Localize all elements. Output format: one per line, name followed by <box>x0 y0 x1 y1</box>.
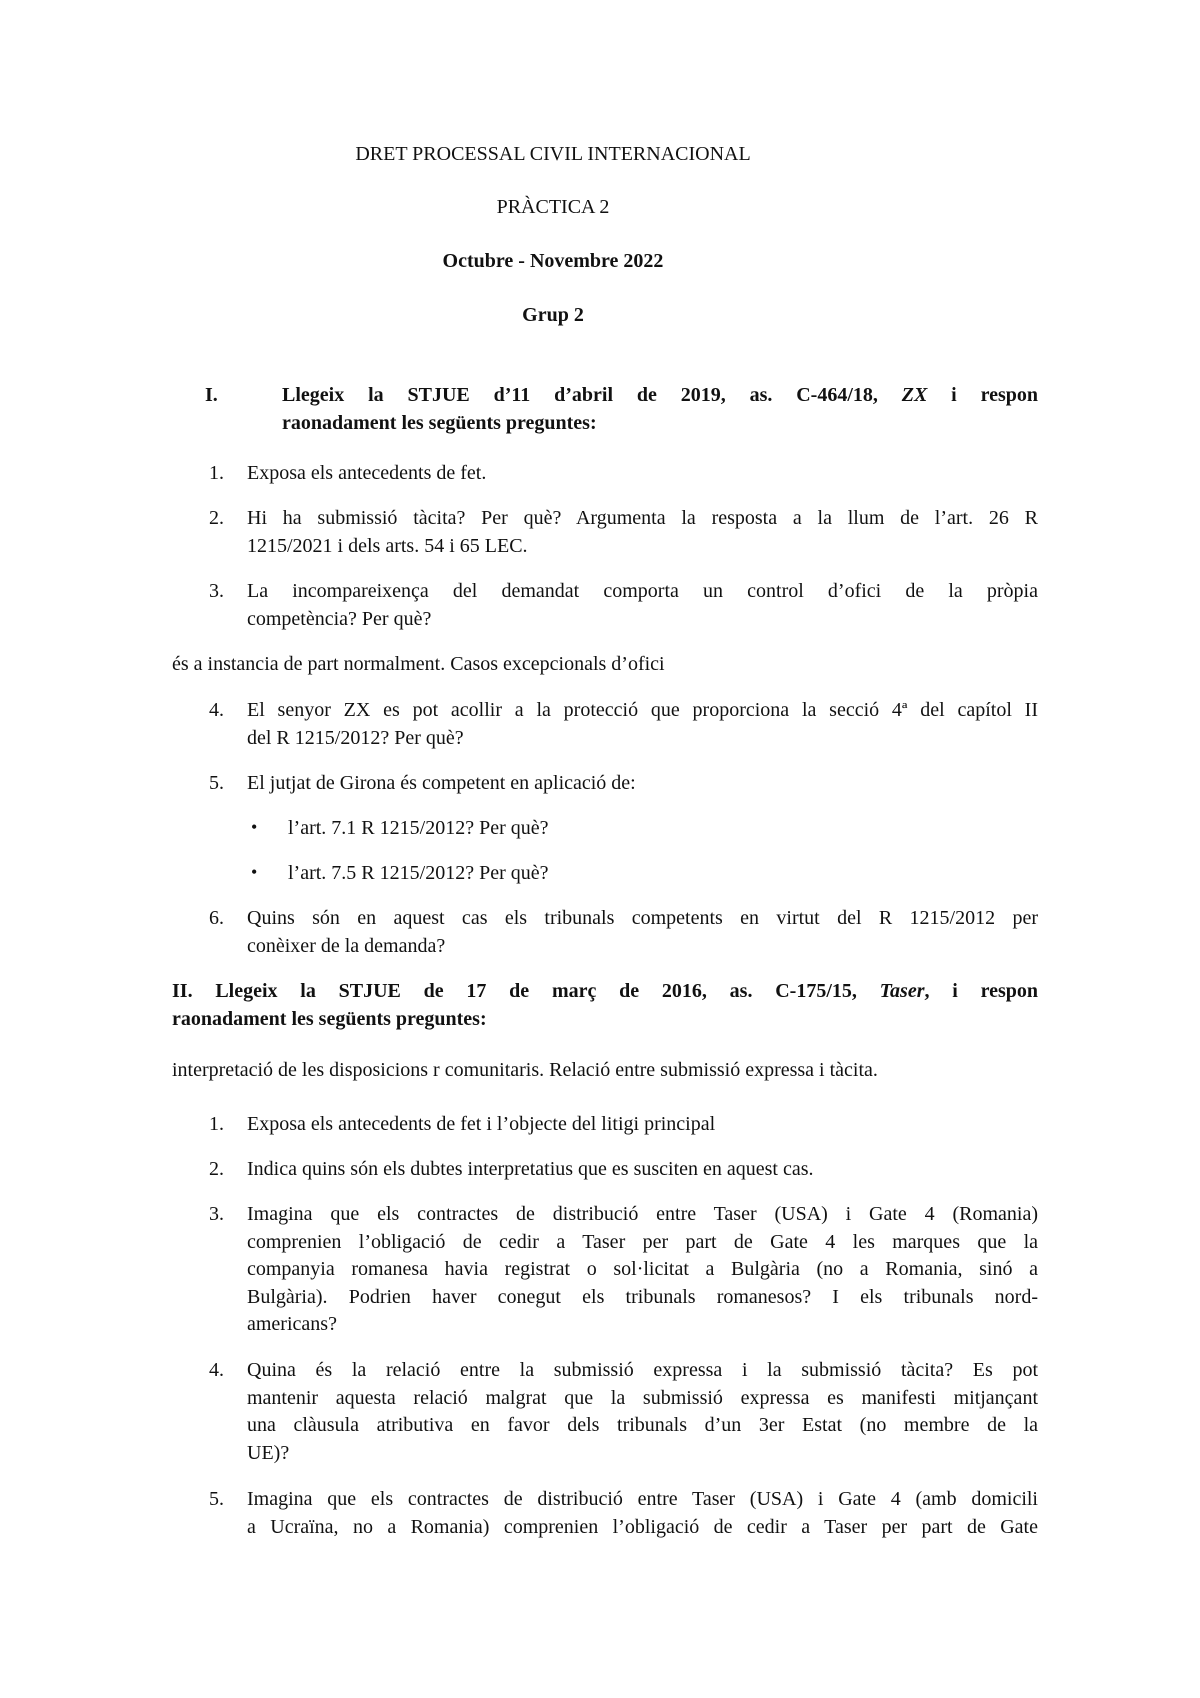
s2-q1-text: Exposa els antecedents de fet i l’objecte del litigi principal <box>247 1113 716 1135</box>
s2-q5-line-1: Imagina que els contractes de distribució entre Taser (USA) i Gate 4 (amb domicili <box>247 1488 1038 1510</box>
q3-line-2: competència? Per què? <box>247 607 432 630</box>
section-2-heading-b: , i respon <box>924 980 1038 1002</box>
bullet-icon: • <box>251 817 258 837</box>
s2-q3-number: 3. <box>209 1203 224 1225</box>
q3-number: 3. <box>209 580 224 602</box>
s2-q3-line-2: comprenien l’obligació de cedir a Taser per part de Gate 4 les marques que la <box>247 1230 1038 1253</box>
q2-line-2: 1215/2021 i dels arts. 54 i 65 LEC. <box>247 534 528 557</box>
section-1-numeral: I. <box>205 384 218 406</box>
section-2-heading-a: II. Llegeix la STJUE de 17 de març de 2016, as. C-175/15, <box>172 980 880 1002</box>
q4-line-2: del R 1215/2012? Per què? <box>247 726 464 749</box>
q6-line-2: conèixer de la demanda? <box>247 934 446 957</box>
q2-line-1: Hi ha submissió tàcita? Per què? Argumenta la resposta a la llum de l’art. 26 R <box>247 507 1038 529</box>
q4-text <box>247 697 1038 752</box>
s2-q4-text <box>247 1357 1038 1467</box>
q4-line-1: El senyor ZX es pot acollir a la protecció que proporciona la secció 4ª del capítol II <box>247 699 1038 721</box>
section-2-note: interpretació de les disposicions r comunitaris. Relació entre submissió expressa i tàcita. <box>172 1059 878 1081</box>
s2-q5-text <box>247 1486 1038 1541</box>
q2-text <box>247 505 1038 560</box>
s2-q4-line-2: mantenir aquesta relació malgrat que la submissió expressa es manifesti mitjançant <box>247 1386 1038 1409</box>
s2-q3-text <box>247 1201 1038 1339</box>
section-1-heading-b: i respon <box>927 384 1039 406</box>
section-2-heading-line2: raonadament les següents preguntes: <box>172 1007 487 1030</box>
bullet-item-1: l’art. 7.1 R 1215/2012? Per què? <box>288 817 549 839</box>
section-2-case-name: Taser <box>879 980 925 1002</box>
q4-number: 4. <box>209 699 224 721</box>
s2-q4-line-1: Quina és la relació entre la submissió expressa i la submissió tàcita? Es pot <box>247 1359 1038 1381</box>
period: Octubre - Novembre 2022 <box>442 250 664 272</box>
section-1-case-name: ZX <box>901 384 928 406</box>
s2-q5-number: 5. <box>209 1488 224 1510</box>
s2-q1-number: 1. <box>209 1113 224 1135</box>
section-1-heading-a: Llegeix la STJUE d’11 d’abril de 2019, as. C-464/18, <box>282 384 902 406</box>
s2-q4-line-4: UE)? <box>247 1441 290 1464</box>
section-1-heading <box>282 382 1038 437</box>
section-2-heading <box>172 978 1038 1033</box>
q3-line-1: La incompareixença del demandat comporta un control d’ofici de la pròpia <box>247 580 1038 602</box>
s2-q2-number: 2. <box>209 1158 224 1180</box>
section-1-heading-line2: raonadament les següents preguntes: <box>282 411 597 434</box>
section-1-note: és a instancia de part normalment. Casos excepcionals d’ofici <box>172 653 665 675</box>
s2-q3-line-1: Imagina que els contractes de distribució entre Taser (USA) i Gate 4 (Romania) <box>247 1203 1038 1225</box>
q1-text: Exposa els antecedents de fet. <box>247 462 487 484</box>
s2-q4-number: 4. <box>209 1359 224 1381</box>
group: Grup 2 <box>522 304 584 326</box>
s2-q3-line-5: americans? <box>247 1313 337 1335</box>
bullet-item-2: l’art. 7.5 R 1215/2012? Per què? <box>288 862 549 884</box>
s2-q3-line-3: companyia romanesa havia registrat o sol·licitat a Bulgària (no a Romania, sinó a <box>247 1258 1038 1280</box>
practice-number: PRÀCTICA 2 <box>496 196 610 218</box>
s2-q3-line-4: Bulgària). Podrien haver conegut els tribunals romanesos? I els tribunals nord- <box>247 1285 1038 1308</box>
bullet-icon: • <box>251 862 258 882</box>
q6-number: 6. <box>209 907 224 929</box>
s2-q2-text: Indica quins són els dubtes interpretatius que es susciten en aquest cas. <box>247 1158 814 1180</box>
document-title: DRET PROCESSAL CIVIL INTERNACIONAL <box>355 143 751 165</box>
q5-number: 5. <box>209 772 224 794</box>
q6-text <box>247 905 1038 960</box>
q1-number: 1. <box>209 462 224 484</box>
s2-q4-line-3: una clàusula atributiva en favor dels tribunals d’un 3er Estat (no membre de la <box>247 1414 1038 1436</box>
q5-text: El jutjat de Girona és competent en aplicació de: <box>247 772 636 794</box>
q3-text <box>247 578 1038 633</box>
q2-number: 2. <box>209 507 224 529</box>
s2-q5-line-2: a Ucraïna, no a Romania) comprenien l’obligació de cedir a Taser per part de Gate <box>247 1515 1038 1538</box>
q6-line-1: Quins són en aquest cas els tribunals competents en virtut del R 1215/2012 per <box>247 907 1038 929</box>
